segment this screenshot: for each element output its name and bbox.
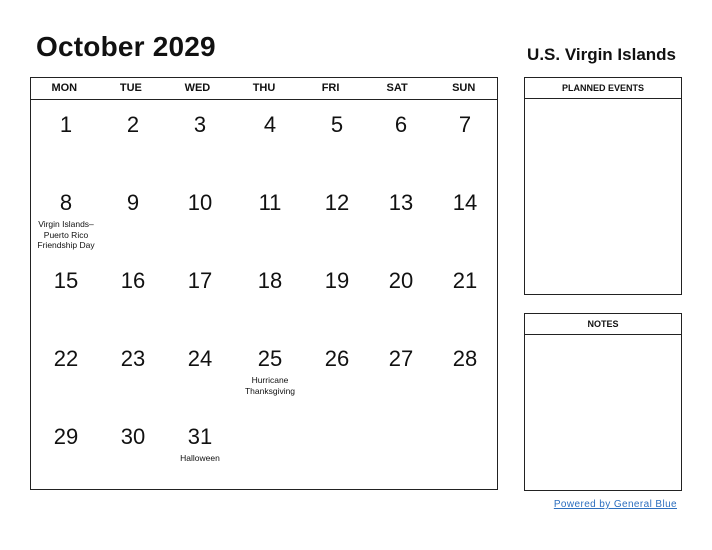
day-cell — [165, 412, 235, 490]
day-number: 12 — [324, 190, 350, 215]
day-number: 14 — [452, 190, 478, 215]
day-cell — [369, 334, 433, 412]
day-cell — [433, 334, 497, 412]
weekday-fri: FRI — [321, 82, 340, 94]
day-number: 15 — [53, 268, 79, 293]
planned-events-heading: PLANNED EVENTS — [525, 78, 681, 99]
day-cell — [101, 256, 165, 334]
day-number: 6 — [394, 112, 408, 137]
weekday-wed: WED — [184, 82, 211, 94]
day-number: 7 — [458, 112, 472, 137]
region-label: U.S. Virgin Islands — [527, 45, 676, 64]
day-number: 31 — [187, 424, 213, 449]
day-cell — [165, 100, 235, 178]
day-cell — [235, 256, 305, 334]
day-number: 3 — [193, 112, 207, 137]
day-cell — [101, 178, 165, 256]
day-cell — [305, 178, 369, 256]
day-cell — [433, 100, 497, 178]
day-number: 2 — [126, 112, 140, 137]
day-cell — [235, 334, 305, 412]
notes-heading: NOTES — [525, 314, 681, 335]
day-cell — [165, 334, 235, 412]
day-cell — [305, 256, 369, 334]
day-cell — [433, 178, 497, 256]
day-number: 23 — [120, 346, 146, 371]
day-cell — [31, 412, 101, 490]
day-cell — [101, 100, 165, 178]
day-number: 4 — [263, 112, 277, 137]
day-cell — [235, 178, 305, 256]
day-cell — [369, 178, 433, 256]
day-number: 16 — [120, 268, 146, 293]
weekday-sat: SAT — [386, 82, 408, 94]
day-cell — [31, 256, 101, 334]
day-cell — [165, 178, 235, 256]
month-calendar — [30, 77, 498, 490]
weekday-sun: SUN — [452, 82, 476, 94]
day-number: 24 — [187, 346, 213, 371]
day-number: 26 — [324, 346, 350, 371]
day-cell — [235, 100, 305, 178]
day-grid — [31, 100, 497, 490]
day-number: 9 — [126, 190, 140, 215]
holiday-label: Virgin Islands–Puerto Rico Friendship Day — [37, 219, 95, 251]
page-title: October 2029 — [36, 31, 216, 62]
day-number: 21 — [452, 268, 478, 293]
weekday-tue: TUE — [119, 82, 142, 94]
day-number: 27 — [388, 346, 414, 371]
day-number: 20 — [388, 268, 414, 293]
notes-panel — [524, 313, 682, 491]
weekday-header — [31, 78, 497, 100]
day-number: 13 — [388, 190, 414, 215]
day-cell — [369, 256, 433, 334]
powered-by-link[interactable]: Powered by General Blue — [553, 499, 677, 510]
day-cell — [165, 256, 235, 334]
day-cell — [305, 334, 369, 412]
day-number: 17 — [187, 268, 213, 293]
day-cell — [101, 412, 165, 490]
day-number: 22 — [53, 346, 79, 371]
day-number: 18 — [257, 268, 283, 293]
day-number: 25 — [257, 346, 283, 371]
holiday-label: Halloween — [180, 453, 220, 463]
weekday-mon: MON — [51, 82, 78, 94]
day-number: 29 — [53, 424, 79, 449]
day-cell — [101, 334, 165, 412]
day-cell — [31, 178, 101, 256]
day-cell — [305, 100, 369, 178]
holiday-label: Hurricane Thanksgiving — [244, 375, 296, 396]
day-number: 5 — [330, 112, 344, 137]
weekday-thu: THU — [252, 82, 276, 94]
day-number: 30 — [120, 424, 146, 449]
day-number: 19 — [324, 268, 350, 293]
day-number: 28 — [452, 346, 478, 371]
day-number: 11 — [258, 190, 282, 215]
day-number: 1 — [59, 112, 73, 137]
day-cell — [433, 256, 497, 334]
day-cell — [31, 100, 101, 178]
day-number: 8 — [59, 190, 73, 215]
planned-events-panel — [524, 77, 682, 295]
day-cell — [31, 334, 101, 412]
day-cell — [369, 100, 433, 178]
day-number: 10 — [187, 190, 213, 215]
